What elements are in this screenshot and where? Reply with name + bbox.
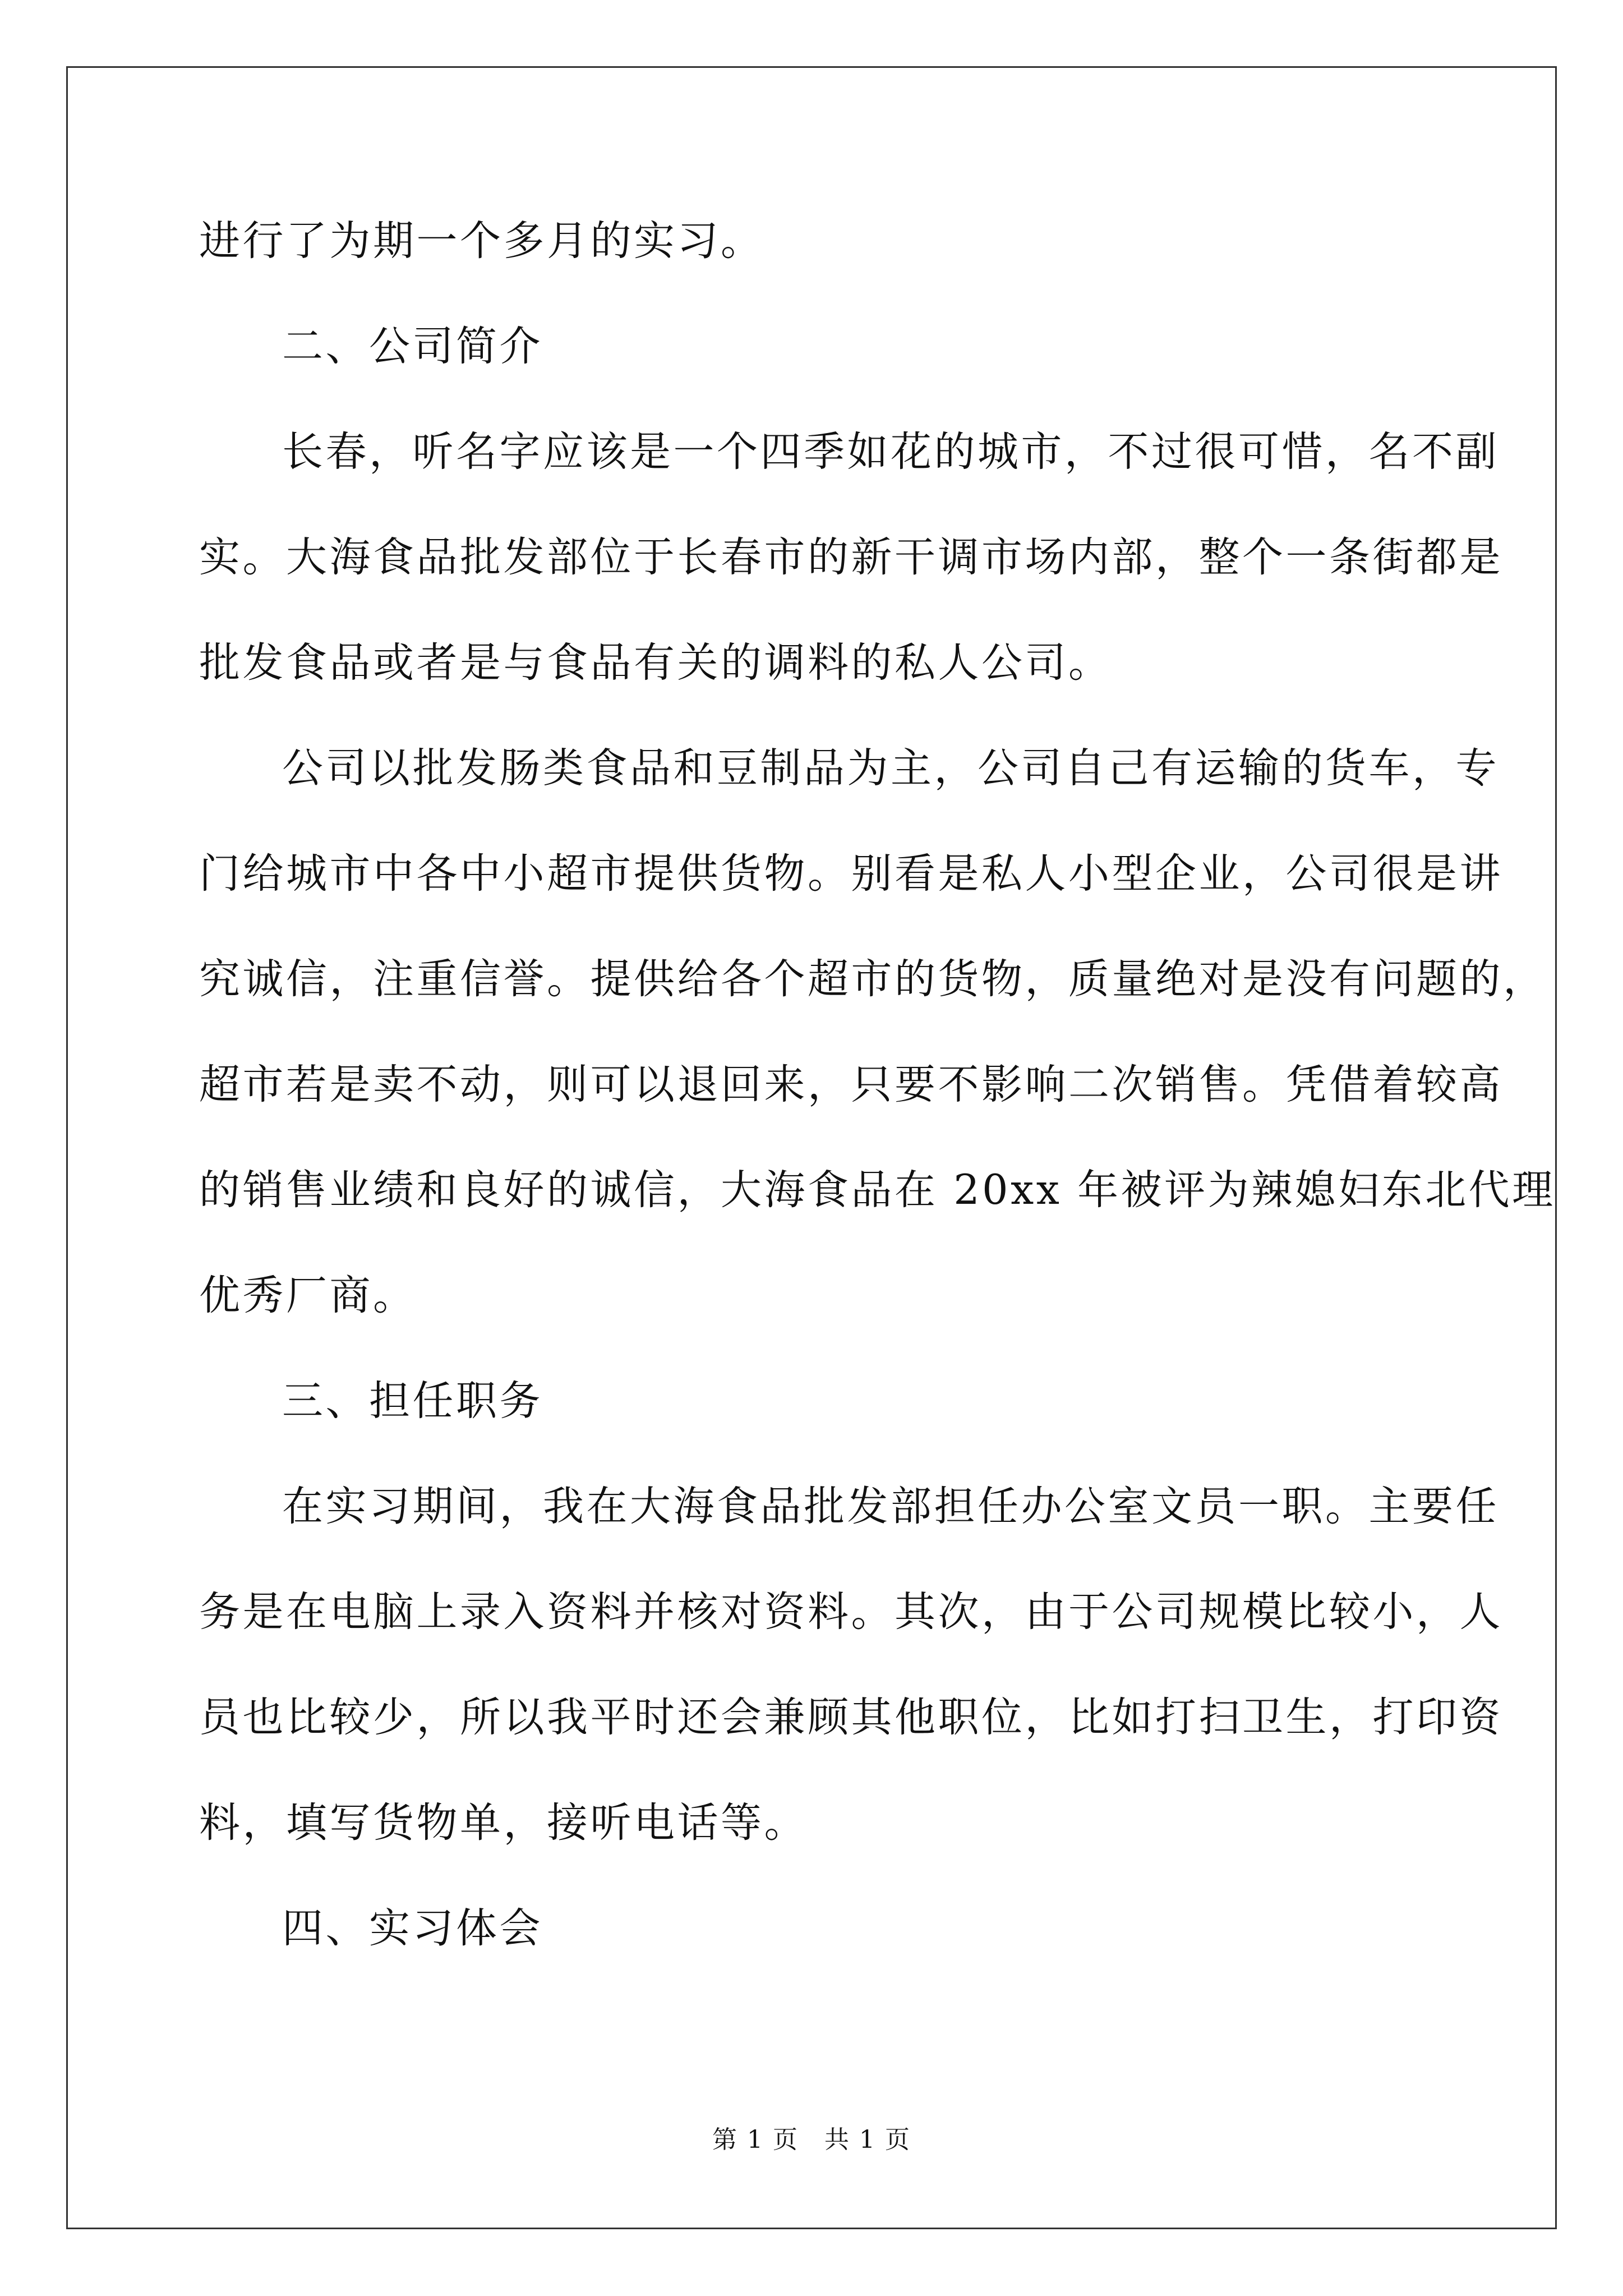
text-line: 优秀厂商。	[199, 1272, 417, 1319]
section-heading: 四、实习体会	[282, 1904, 543, 1952]
text-line: 在实习期间，我在大海食品批发部担任办公室文员一职。主要任	[282, 1483, 1499, 1530]
text-line: 实。大海食品批发部位于长春市的新干调市场内部，整个一条街都是	[199, 533, 1503, 581]
text-line: 公司以批发肠类食品和豆制品为主，公司自己有运输的货车，专	[282, 744, 1499, 792]
page-number: 第 1 页 共 1 页	[712, 2125, 911, 2154]
section-heading: 二、公司简介	[282, 323, 543, 370]
text-line: 长春，听名字应该是一个四季如花的城市，不过很可惜，名不副	[282, 428, 1499, 476]
text-line: 员也比较少，所以我平时还会兼顾其他职位，比如打扫卫生，打印资	[199, 1694, 1503, 1741]
text-line: 进行了为期一个多月的实习。	[199, 217, 764, 265]
text-line: 究诚信，注重信誉。提供给各个超市的货物，质量绝对是没有问题的，	[199, 955, 1547, 1003]
text-line: 超市若是卖不动，则可以退回来，只要不影响二次销售。凭借着较高	[199, 1061, 1503, 1108]
text-line: 门给城市中各中小超市提供货物。别看是私人小型企业，公司很是讲	[199, 850, 1503, 898]
text-line: 料，填写货物单，接听电话等。	[199, 1799, 808, 1847]
section-heading: 三、担任职务	[282, 1377, 543, 1425]
text-line: 务是在电脑上录入资料并核对资料。其次，由于公司规模比较小，人	[199, 1588, 1503, 1636]
text-line: 批发食品或者是与食品有关的调料的私人公司。	[199, 639, 1112, 687]
text-line: 的销售业绩和良好的诚信，大海食品在 20xx 年被评为辣媳妇东北代理	[199, 1166, 1556, 1214]
